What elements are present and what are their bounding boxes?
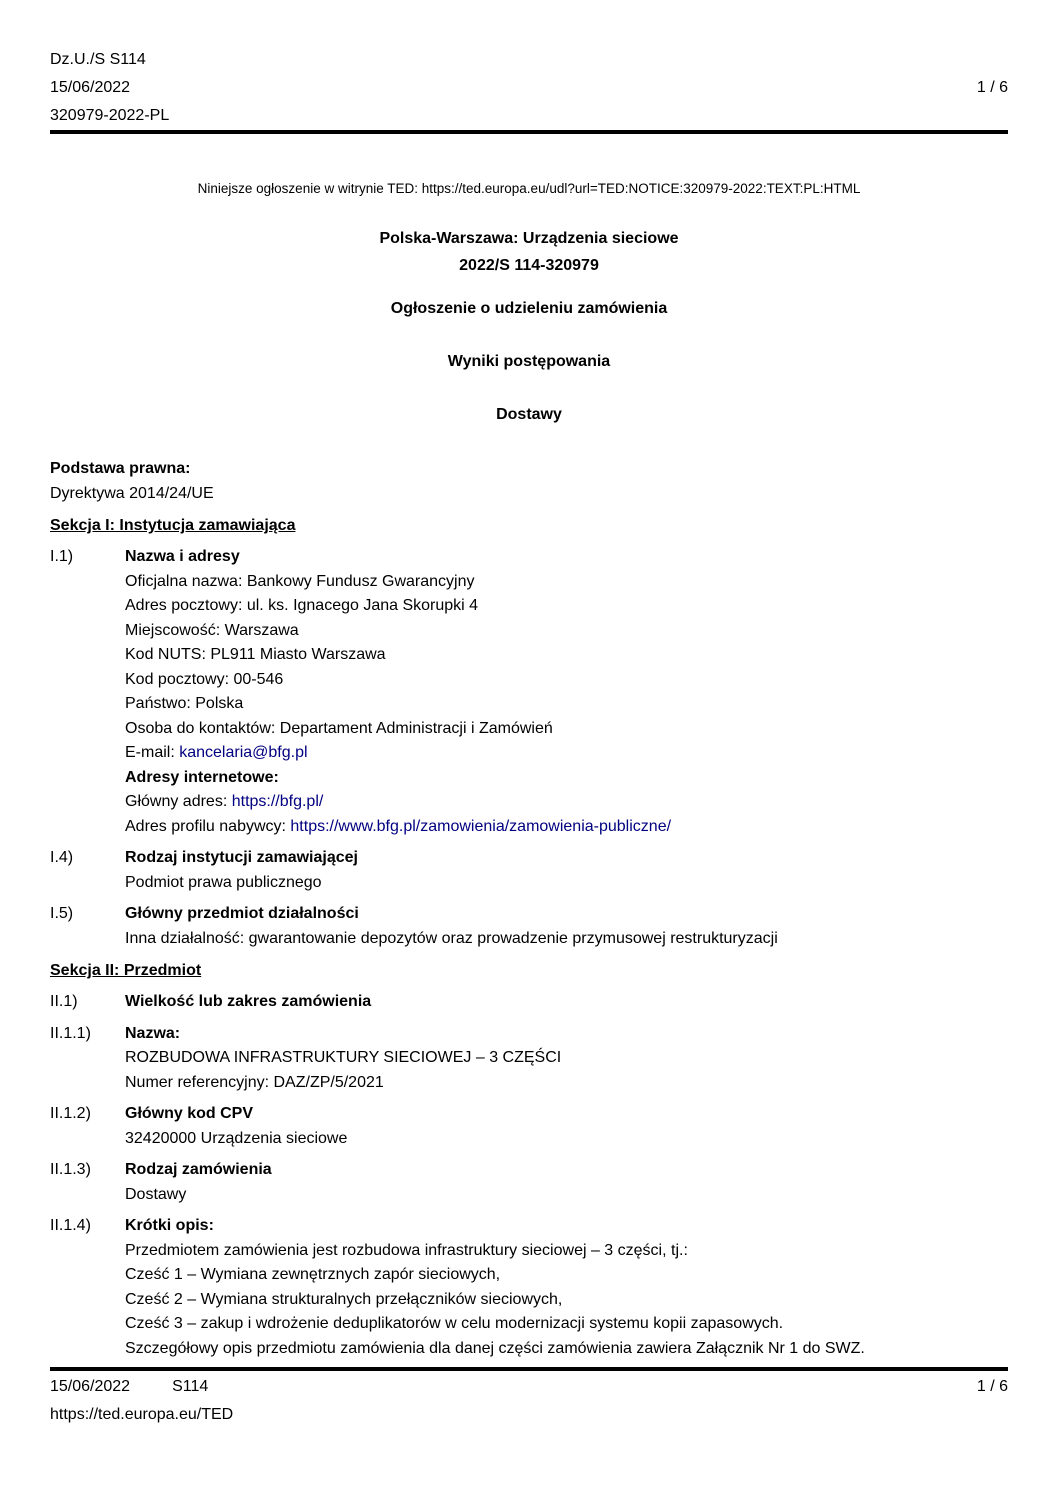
- item-title: Krótki opis:: [125, 1217, 214, 1234]
- item-body: [125, 1158, 1008, 1207]
- header-date: 15/06/2022: [50, 79, 131, 96]
- item-number: II.1.2): [50, 1105, 91, 1122]
- sections: [50, 513, 1008, 1361]
- item-line: [125, 1071, 1008, 1096]
- item-line: [125, 1337, 1008, 1362]
- item-number: II.1.3): [50, 1161, 91, 1178]
- item-number: I.5): [50, 905, 74, 922]
- item-body: [125, 902, 1008, 951]
- notice-link-prefix: Niniejsze ogłoszenie w witrynie TED:: [197, 181, 422, 196]
- item-number: II.1.1): [50, 1024, 91, 1042]
- item-line: [125, 692, 1008, 717]
- footer-url-line: [50, 1401, 1008, 1428]
- text-segment: Miejscowość: Warszawa: [125, 621, 299, 639]
- legal-basis-label: Podstawa prawna:: [50, 460, 191, 477]
- text-segment: Adres profilu nabywcy:: [125, 817, 291, 835]
- item-line: [125, 1239, 1008, 1264]
- item-title: Wielkość lub zakres zamówienia: [125, 993, 372, 1010]
- item-line: [125, 927, 1008, 952]
- footer-page-indicator: 1 / 6: [976, 1378, 1008, 1395]
- section-heading: Sekcja I: Instytucja zamawiająca: [50, 517, 296, 534]
- item-line: [125, 871, 1008, 896]
- hyperlink[interactable]: https://www.bfg.pl/zamowienia/zamowienia-publiczne/: [290, 817, 672, 835]
- legal-basis-value: Dyrektywa 2014/24/UE: [50, 485, 214, 502]
- item-line: [125, 1127, 1008, 1152]
- text-segment: 32420000 Urządzenia sieciowe: [125, 1129, 348, 1147]
- header-row-2: [50, 74, 1008, 102]
- doc-title-number: 2022/S 114-320979: [459, 257, 599, 274]
- item-title: Główny przedmiot działalności: [125, 905, 359, 922]
- text-segment: Osoba do kontaktów: Departament Administracji i Zamówień: [125, 719, 553, 737]
- numbered-item: [50, 1158, 1008, 1207]
- item-line: [125, 815, 1008, 840]
- item-body: [125, 1102, 1008, 1151]
- item-line: [125, 1312, 1008, 1337]
- item-line: [125, 619, 1008, 644]
- legal-basis-block: [50, 456, 1008, 506]
- item-title: Rodzaj instytucji zamawiającej: [125, 849, 358, 866]
- page-header: [50, 46, 1008, 134]
- header-rule: [50, 130, 1008, 134]
- text-segment: Dostawy: [125, 1185, 187, 1203]
- doc-title-results: Wyniki postępowania: [447, 353, 611, 370]
- item-line: [125, 790, 1008, 815]
- item-body: [125, 990, 1008, 1015]
- item-line: [125, 1263, 1008, 1288]
- text-segment: Przedmiotem zamówienia jest rozbudowa infrastruktury sieciowej – 3 części, tj.:: [125, 1241, 688, 1259]
- numbered-item: [50, 846, 1008, 895]
- item-line: [125, 643, 1008, 668]
- notice-url-link[interactable]: https://ted.europa.eu/udl?url=TED:NOTICE:320979-2022:TEXT:PL:HTML: [421, 181, 861, 196]
- item-number: I.1): [50, 548, 74, 565]
- page-footer: [50, 1367, 1008, 1428]
- hyperlink[interactable]: kancelaria@bfg.pl: [179, 744, 308, 761]
- text-segment: ROZBUDOWA INFRASTRUKTURY SIECIOWEJ – 3 CZĘŚCI: [125, 1049, 562, 1066]
- text-segment: Szczegółowy opis przedmiotu zamówienia dla danej części zamówienia zawiera Załącznik Nr 1 do SWZ.: [125, 1339, 865, 1357]
- footer-date: 15/06/2022: [50, 1378, 131, 1395]
- text-segment: Adres pocztowy: ul. ks. Ignacego Jana Skorupki 4: [125, 597, 479, 614]
- text-segment: Cześć 1 – Wymiana zewnętrznych zapór sieciowych,: [125, 1266, 501, 1283]
- item-number: II.1.4): [50, 1217, 91, 1234]
- item-number: I.4): [50, 849, 74, 866]
- footer-issue: S114: [172, 1378, 209, 1395]
- text-segment: Główny adres:: [125, 793, 232, 810]
- item-body: [125, 1214, 1008, 1361]
- footer-row: [50, 1373, 1008, 1401]
- footer-rule: [50, 1367, 1008, 1371]
- numbered-item: [50, 545, 1008, 839]
- numbered-item: [50, 1102, 1008, 1151]
- text-segment: Cześć 3 – zakup i wdrożenie deduplikatorów w celu modernizacji systemu kopii zapasowych.: [125, 1315, 784, 1332]
- item-line: [125, 741, 1008, 766]
- text-segment: Oficjalna nazwa: Bankowy Fundusz Gwarancyjny: [125, 572, 475, 590]
- item-line: [125, 1046, 1008, 1071]
- text-segment: Podmiot prawa publicznego: [125, 873, 322, 891]
- notice-link-line: [50, 180, 1008, 197]
- text-segment: Adresy internetowe:: [125, 768, 279, 786]
- item-line: [125, 594, 1008, 619]
- item-line: [125, 1183, 1008, 1208]
- numbered-item: [50, 1022, 1008, 1096]
- doc-title-type: Ogłoszenie o udzieleniu zamówienia: [390, 300, 668, 317]
- numbered-item: [50, 902, 1008, 951]
- header-page-indicator: 1 / 6: [976, 79, 1008, 96]
- item-line: [125, 570, 1008, 595]
- item-number: II.1): [50, 993, 78, 1010]
- hyperlink[interactable]: https://bfg.pl/: [231, 793, 324, 810]
- item-title: Nazwa:: [125, 1024, 181, 1042]
- text-segment: E-mail:: [125, 744, 180, 761]
- item-line: [125, 717, 1008, 742]
- item-title: Nazwa i adresy: [125, 548, 240, 565]
- numbered-item: [50, 990, 1008, 1015]
- item-body: [125, 545, 1008, 839]
- item-title: Rodzaj zamówienia: [125, 1161, 272, 1178]
- item-line: [125, 766, 1008, 791]
- text-segment: Numer referencyjny: DAZ/ZP/5/2021: [125, 1073, 384, 1091]
- text-segment: Cześć 2 – Wymiana strukturalnych przełączników sieciowych,: [125, 1290, 563, 1308]
- item-body: [125, 1022, 1008, 1096]
- doc-title-contract-nature: Dostawy: [496, 406, 562, 423]
- item-title: Główny kod CPV: [125, 1105, 254, 1122]
- text-segment: Inna działalność: gwarantowanie depozytów oraz prowadzenie przymusowej restrukturyzacji: [125, 929, 778, 947]
- text-segment: Kod NUTS: PL911 Miasto Warszawa: [125, 646, 386, 663]
- text-segment: Państwo: Polska: [125, 695, 244, 712]
- numbered-item: [50, 1214, 1008, 1361]
- item-line: [125, 1288, 1008, 1313]
- header-notice-id: 320979-2022-PL: [50, 107, 170, 124]
- item-line: [125, 668, 1008, 693]
- text-segment: Kod pocztowy: 00-546: [125, 670, 284, 688]
- doc-title-location: Polska-Warszawa: Urządzenia sieciowe: [379, 230, 679, 247]
- footer-ted-link[interactable]: https://ted.europa.eu/TED: [50, 1406, 234, 1423]
- section-heading: Sekcja II: Przedmiot: [50, 962, 202, 979]
- header-journal: Dz.U./S S114: [50, 51, 146, 68]
- item-body: [125, 846, 1008, 895]
